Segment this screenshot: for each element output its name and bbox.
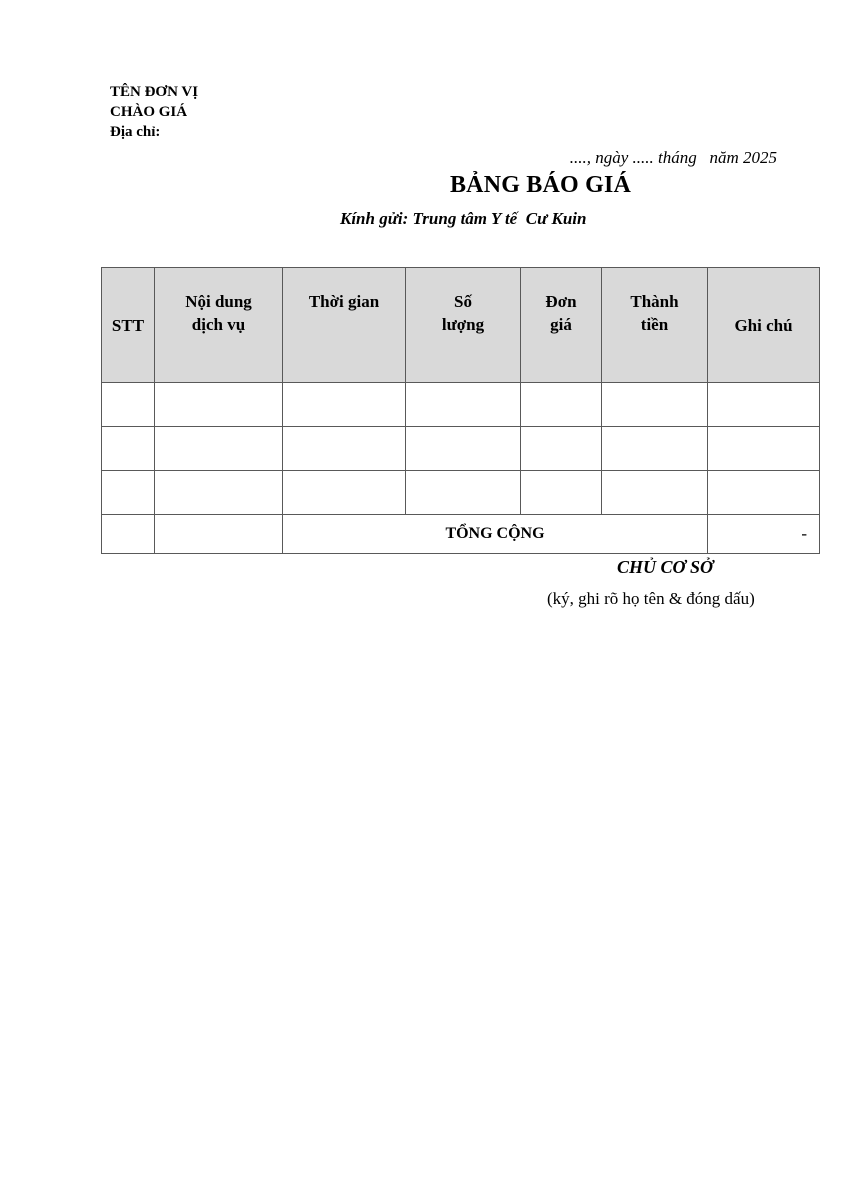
table-cell <box>283 383 406 427</box>
organization-header <box>110 82 198 142</box>
table-cell <box>521 383 602 427</box>
table-cell <box>602 471 708 515</box>
document-title: BẢNG BÁO GIÁ <box>449 172 632 198</box>
address-label: Địa chỉ: <box>110 124 161 140</box>
table-cell <box>155 515 283 554</box>
table-cell <box>521 471 602 515</box>
table-cell <box>155 471 283 515</box>
table-row <box>102 471 820 515</box>
table-cell <box>521 427 602 471</box>
recipient-line: Kính gửi: Trung tâm Y tế Cư Kuin <box>340 209 587 228</box>
org-name-line2: CHÀO GIÁ <box>110 104 188 120</box>
total-row <box>102 515 820 554</box>
col-header-unit-price: Đơn giá <box>521 268 602 383</box>
table-cell <box>283 471 406 515</box>
table-cell <box>602 427 708 471</box>
table-header-row <box>102 268 820 383</box>
table-cell <box>406 383 521 427</box>
quotation-table <box>101 267 820 554</box>
table-cell <box>708 427 820 471</box>
date-line: ...., ngày ..... tháng năm 2025 <box>569 148 777 167</box>
signature-note: (ký, ghi rõ họ tên & đóng dấu) <box>547 589 755 608</box>
table-cell <box>602 383 708 427</box>
col-header-service: Nội dung dịch vụ <box>155 268 283 383</box>
table-cell <box>155 383 283 427</box>
table-cell <box>406 471 521 515</box>
table-cell <box>102 515 155 554</box>
table-cell <box>708 471 820 515</box>
table-cell <box>155 427 283 471</box>
table-row <box>102 383 820 427</box>
total-label: TỔNG CỘNG <box>283 515 708 554</box>
table-cell <box>102 383 155 427</box>
table-cell <box>102 427 155 471</box>
signature-title: CHỦ CƠ SỞ <box>617 557 714 577</box>
col-header-note: Ghi chú <box>708 268 820 383</box>
col-header-amount: Thành tiền <box>602 268 708 383</box>
table-cell <box>406 427 521 471</box>
table-row <box>102 427 820 471</box>
table-cell <box>102 471 155 515</box>
org-name-line1: TÊN ĐƠN VỊ <box>110 84 199 100</box>
col-header-quantity: Số lượng <box>406 268 521 383</box>
col-header-stt: STT <box>102 268 155 383</box>
total-value: - <box>708 515 820 554</box>
table-cell <box>708 383 820 427</box>
table-cell <box>283 427 406 471</box>
col-header-time: Thời gian <box>283 268 406 383</box>
